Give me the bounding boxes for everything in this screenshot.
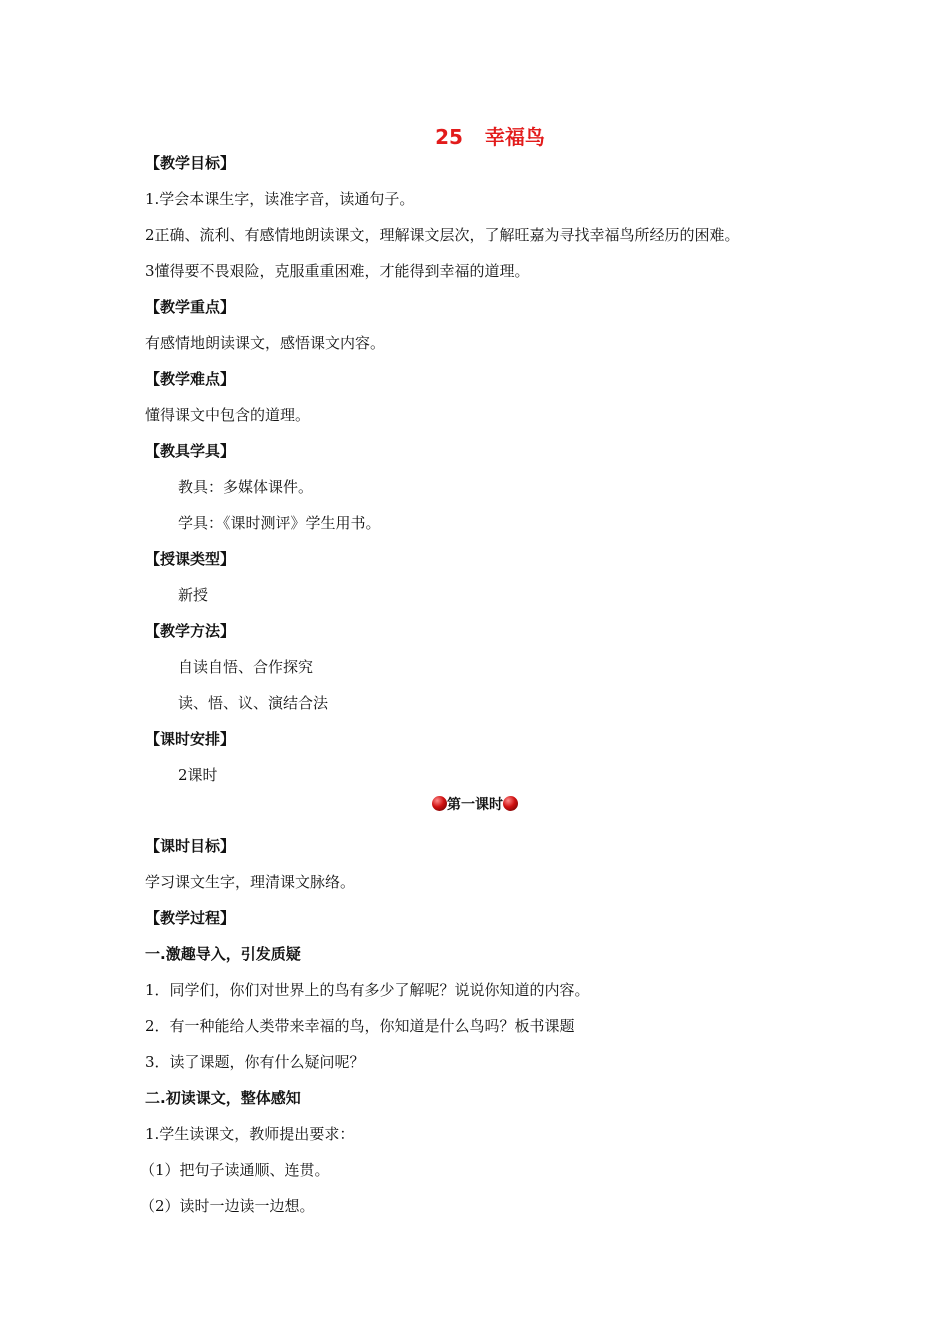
tools-student: 学具：《课时测评》学生用书。 bbox=[178, 514, 381, 532]
lesson-number: 25 bbox=[435, 125, 463, 149]
process-part1-item-1: 1．同学们，你们对世界上的鸟有多少了解呢？说说你知道的内容。 bbox=[145, 981, 590, 999]
process-part2-item-3: （2）读时一边读一边想。 bbox=[140, 1197, 315, 1215]
lesson-name: 幸福鸟 bbox=[484, 125, 545, 149]
method-item-1: 自读自悟、合作探究 bbox=[178, 658, 314, 676]
key-points-heading: 【教学重点】 bbox=[145, 298, 236, 316]
session-label: 第一课时 bbox=[447, 797, 503, 813]
session-goal-heading: 【课时目标】 bbox=[145, 837, 236, 855]
process-part2-item-2: （1）把句子读通顺、连贯。 bbox=[140, 1161, 330, 1179]
difficulties-text: 懂得课文中包含的道理。 bbox=[145, 406, 311, 424]
process-part1-item-3: 3．读了课题，你有什么疑问呢？ bbox=[145, 1053, 365, 1071]
lesson-title bbox=[0, 124, 950, 150]
objective-item-1: 1.学会本课生字，读准字音，读通句子。 bbox=[145, 190, 415, 208]
tools-heading: 【教具学具】 bbox=[145, 442, 236, 460]
difficulties-heading: 【教学难点】 bbox=[145, 370, 236, 388]
schedule-text: 2课时 bbox=[178, 766, 218, 784]
session-divider bbox=[0, 795, 950, 815]
process-part1-title: 一.激趣导入，引发质疑 bbox=[145, 945, 301, 963]
process-part1-item-2: 2．有一种能给人类带来幸福的鸟，你知道是什么鸟吗？板书课题 bbox=[145, 1017, 575, 1035]
key-points-text: 有感情地朗读课文，感悟课文内容。 bbox=[145, 334, 386, 352]
tools-teacher: 教具：多媒体课件。 bbox=[178, 478, 314, 496]
red-ball-icon bbox=[503, 796, 518, 811]
process-part2-item-1: 1.学生读课文，教师提出要求： bbox=[145, 1125, 355, 1143]
objective-item-2: 2正确、流利、有感情地朗读课文，理解课文层次，了解旺嘉为寻找幸福鸟所经历的困难。 bbox=[145, 226, 740, 244]
process-heading: 【教学过程】 bbox=[145, 909, 236, 927]
objective-item-3: 3懂得要不畏艰险，克服重重困难，才能得到幸福的道理。 bbox=[145, 262, 530, 280]
session-goal-text: 学习课文生字，理清课文脉络。 bbox=[145, 873, 356, 891]
lesson-type-heading: 【授课类型】 bbox=[145, 550, 236, 568]
process-part2-title: 二.初读课文，整体感知 bbox=[145, 1089, 301, 1107]
objectives-heading: 【教学目标】 bbox=[145, 154, 236, 172]
method-item-2: 读、悟、议、演结合法 bbox=[178, 694, 329, 712]
lesson-type-text: 新授 bbox=[178, 586, 209, 604]
red-ball-icon bbox=[432, 796, 447, 811]
methods-heading: 【教学方法】 bbox=[145, 622, 236, 640]
schedule-heading: 【课时安排】 bbox=[145, 730, 236, 748]
